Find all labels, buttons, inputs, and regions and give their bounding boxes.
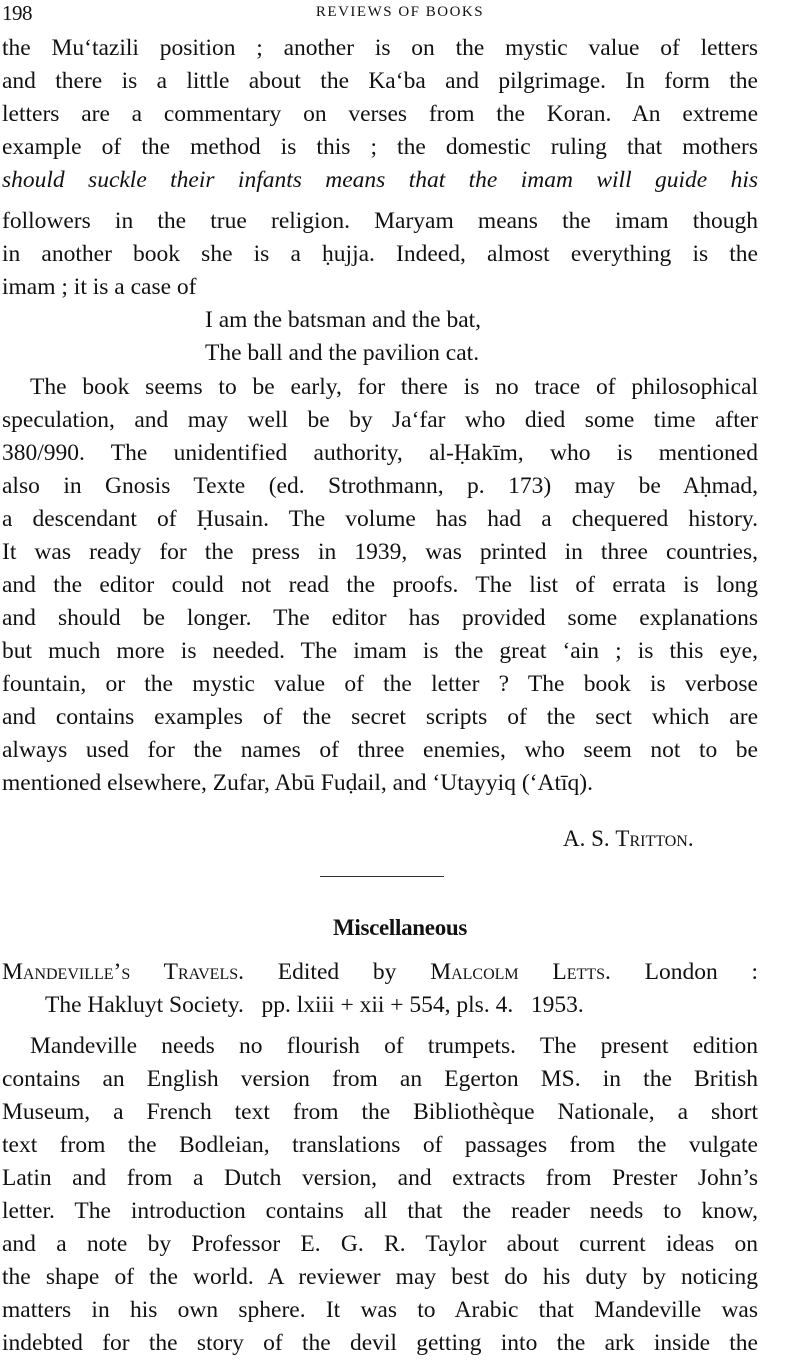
running-title: REVIEWS OF BOOKS	[315, 4, 485, 20]
book-citation-line-2	[45, 989, 665, 1022]
text-line: the shape of the world. A reviewer may best do his duty by noticing	[2, 1264, 758, 1290]
publisher: The Hakluyt Society.	[45, 992, 244, 1018]
text-line: The book seems to be early, for there is no trace of philosophical	[30, 374, 758, 400]
text-line: and contains examples of the secret scripts of the sect which are	[2, 704, 758, 730]
book-editor: Malcolm Letts.	[430, 959, 611, 985]
text-line: text from the Bodleian, translations of passages from the vulgate	[2, 1132, 758, 1158]
text-line: matters in his own sphere. It was to Arabic that Mandeville was	[2, 1297, 758, 1323]
publication-place: London :	[644, 959, 759, 985]
reviewer-initials: A. S.	[563, 826, 616, 851]
text-line: and a note by Professor E. G. R. Taylor about current ideas on	[2, 1231, 758, 1257]
text-line: 380/990. The unidentified authority, al-Ḥakīm, who is mentioned	[2, 440, 758, 466]
running-head	[0, 0, 800, 26]
text-line: example of the method is this ; the domestic ruling that mothers	[2, 134, 758, 160]
text-line: in another book she is a ḥujja. Indeed, almost everything is the	[2, 241, 758, 267]
text-line: the Mu‘tazili position ; another is on the mystic value of letters	[2, 35, 758, 61]
text-line: It was ready for the press in 1939, was printed in three countries,	[2, 539, 758, 565]
book-title: Mandeville’s Travels.	[2, 959, 244, 985]
section-heading: Miscellaneous	[332, 915, 468, 940]
italic-text: should suckle their infants means that the imam will guide his	[2, 167, 758, 193]
verse-line: I am the batsman and the bat,	[205, 307, 482, 333]
text-line: and the editor could not read the proofs. The list of errata is long	[2, 572, 758, 598]
text-line: followers in the true religion. Maryam means the imam though	[2, 208, 758, 234]
text-line: and should be longer. The editor has provided some explanations	[2, 605, 758, 631]
verse-line: The ball and the pavilion cat.	[205, 340, 480, 366]
reviewer-signature	[563, 826, 694, 852]
section-divider	[320, 876, 444, 877]
text-line: Latin and from a Dutch version, and extracts from Prester John’s	[2, 1165, 758, 1191]
text-line: letters are a commentary on verses from the Koran. An extreme	[2, 101, 758, 127]
text-line: a descendant of Ḥusain. The volume has had a chequered history.	[2, 506, 758, 532]
text-line: and there is a little about the Ka‘ba and pilgrimage. In form the	[2, 68, 758, 94]
text-line: fountain, or the mystic value of the letter ? The book is verbose	[2, 671, 758, 697]
text-line: always used for the names of three enemies, who seem not to be	[2, 737, 758, 763]
book-citation-line-1	[2, 956, 758, 989]
text-line: indebted for the story of the devil getting into the ark inside the	[2, 1330, 758, 1356]
text-line: contains an English version from an Egerton MS. in the British	[2, 1066, 758, 1092]
text-line: mentioned elsewhere, Zufar, Abū Fuḍail, and ‘Utayyiq (‘Atīq).	[2, 770, 593, 796]
text-line: speculation, and may well be by Ja‘far who died some time after	[2, 407, 758, 433]
text-line: also in Gnosis Texte (ed. Strothmann, p. 173) may be Aḥmad,	[2, 473, 758, 499]
publication-year: 1953.	[530, 992, 584, 1018]
edited-by-label: Edited by	[277, 959, 397, 985]
text-line-italic-mixed	[2, 164, 758, 197]
text-line: imam ; it is a case of	[2, 274, 197, 300]
page-number: 198	[2, 1, 32, 25]
page-count: pp. lxiii + xii + 554, pls. 4.	[261, 992, 514, 1018]
reviewer-surname: Tritton.	[615, 826, 694, 851]
text-line: but much more is needed. The imam is the great ‘ain ; is this eye,	[2, 638, 758, 664]
text-line: Museum, a French text from the Bibliothèque Nationale, a short	[2, 1099, 758, 1125]
text-line: Mandeville needs no flourish of trumpets. The present edition	[30, 1033, 758, 1059]
text-line: letter. The introduction contains all that the reader needs to know,	[2, 1198, 758, 1224]
